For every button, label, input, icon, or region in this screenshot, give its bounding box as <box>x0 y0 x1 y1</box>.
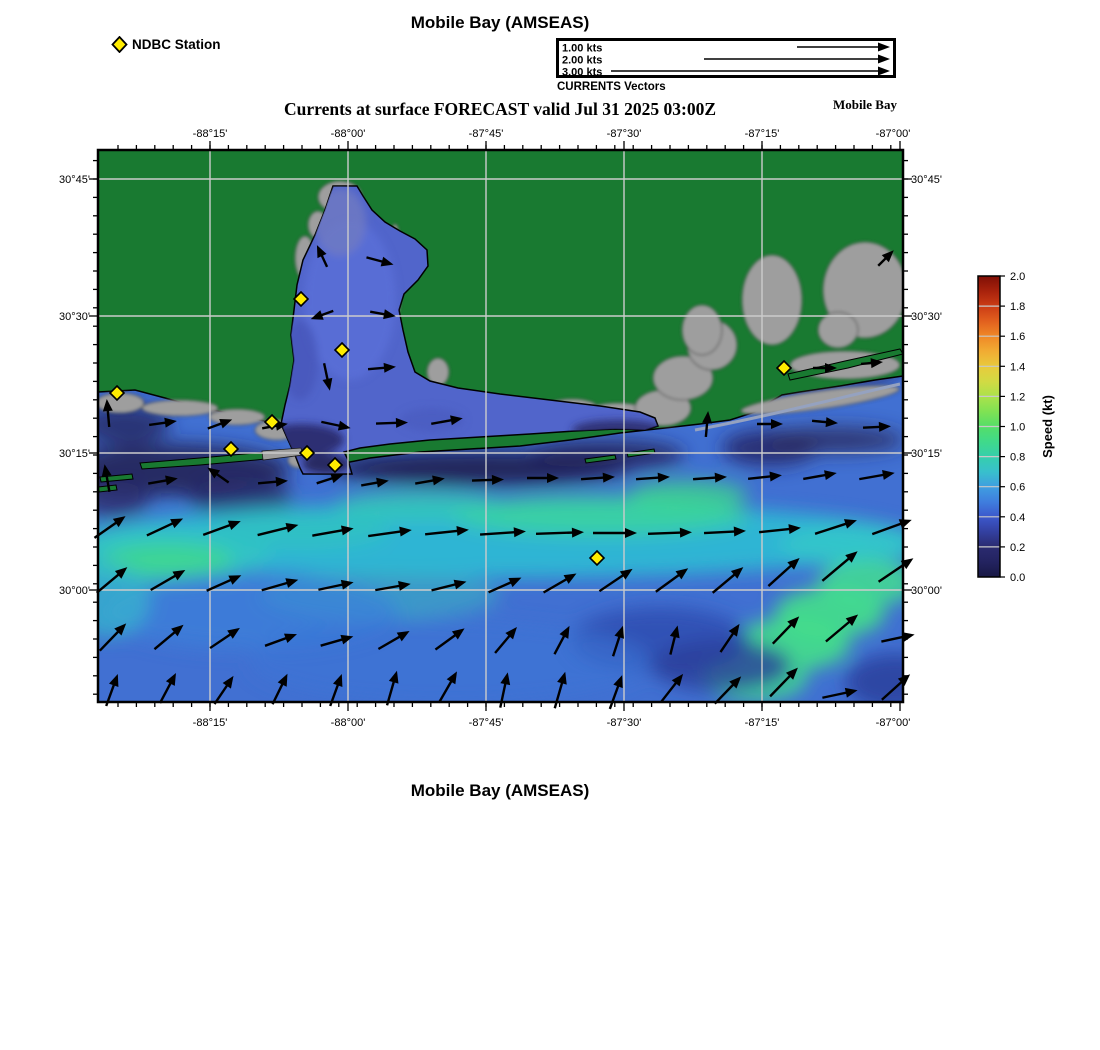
colorbar-tick-label: 0.6 <box>1010 481 1026 494</box>
lat-axis-label-left: 30°00' <box>59 585 90 597</box>
lat-axis-label-right: 30°00' <box>911 585 942 597</box>
lon-axis-label-bottom: -87°00' <box>875 717 911 729</box>
lon-axis-label-bottom: -87°15' <box>744 717 780 729</box>
ndbc-legend-label: NDBC Station <box>132 37 221 52</box>
lat-axis-label-left: 30°30' <box>59 311 90 323</box>
scale-row <box>562 67 890 76</box>
vector-scale-caption: CURRENTS Vectors <box>557 81 666 93</box>
map-title-bottom: Mobile Bay (AMSEAS) <box>410 781 590 800</box>
ndbc-station-icon <box>111 36 128 53</box>
colorbar-tick-label: 2.0 <box>1010 271 1026 283</box>
ndbc-legend <box>111 36 221 53</box>
lon-axis-label-top: -88°00' <box>330 128 366 140</box>
scale-row <box>562 43 890 55</box>
colorbar-tick-label: 1.0 <box>1010 421 1026 434</box>
lon-axis-label-top: -88°15' <box>192 128 228 140</box>
colorbar-tick-label: 1.8 <box>1010 301 1026 314</box>
lat-axis-label-right: 30°30' <box>911 311 942 323</box>
lon-axis-label-bottom: -87°45' <box>468 717 504 729</box>
map-title-top: Mobile Bay (AMSEAS) <box>410 13 590 32</box>
colorbar-tick-label: 0.8 <box>1010 451 1026 464</box>
lon-axis-label-top: -87°45' <box>468 128 504 140</box>
colorbar-tick-label: 0.2 <box>1010 541 1026 554</box>
lon-axis-label-top: -87°15' <box>744 128 780 140</box>
lon-axis-label-bottom: -87°30' <box>606 717 642 729</box>
scale-row-label: 3.00 kts <box>562 66 603 75</box>
speed-colorbar <box>978 271 1055 584</box>
lon-axis-label-bottom: -88°15' <box>192 717 228 729</box>
lat-axis-label-left: 30°15' <box>59 448 90 460</box>
lon-axis-label-top: -87°00' <box>875 128 911 140</box>
lat-axis-label-right: 30°45' <box>911 174 942 186</box>
colorbar-tick-label: 0.0 <box>1010 572 1026 584</box>
scale-arrow-head <box>878 55 890 64</box>
lon-axis-label-bottom: -88°00' <box>330 717 366 729</box>
colorbar-tick-label: 0.4 <box>1010 511 1026 524</box>
lat-axis-label-left: 30°45' <box>59 174 90 186</box>
colorbar-tick-label: 1.4 <box>1010 361 1026 374</box>
scale-arrow-head <box>878 43 890 52</box>
colorbar-title: Speed (kt) <box>1040 395 1055 458</box>
vector-scale-arrows <box>559 41 893 75</box>
lon-axis-label-top: -87°30' <box>606 128 642 140</box>
scale-row-label: 2.00 kts <box>562 54 603 67</box>
forecast-subtitle: Currents at surface FORECAST valid Jul 31 2025 03:00Z <box>283 99 717 119</box>
vector-scale-box <box>556 38 896 78</box>
region-label: Mobile Bay <box>833 97 897 112</box>
lat-axis-label-right: 30°15' <box>911 448 942 460</box>
colorbar-tick-label: 1.6 <box>1010 331 1026 344</box>
colorbar-tick-label: 1.2 <box>1010 391 1026 404</box>
scale-arrow-head <box>878 67 890 76</box>
scale-row-label: 1.00 kts <box>562 42 603 55</box>
scale-row <box>562 55 890 67</box>
